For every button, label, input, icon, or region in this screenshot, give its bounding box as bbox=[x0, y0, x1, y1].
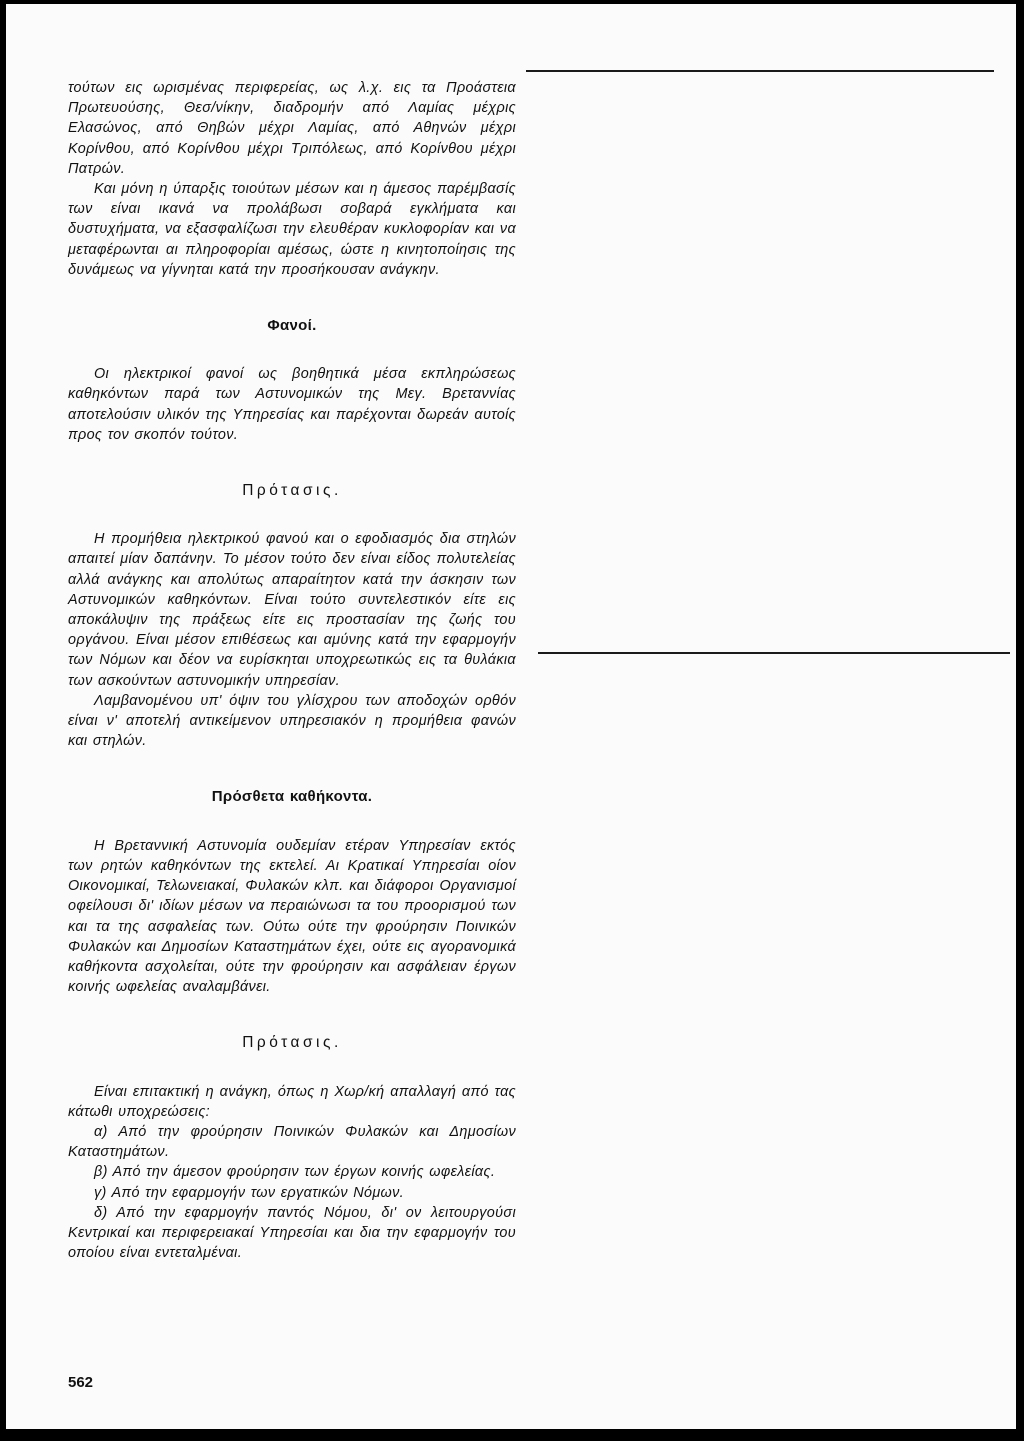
heading-protasis: Πρότασις. bbox=[242, 482, 342, 500]
paragraph: Είναι επιτακτική η ανάγκη, όπως η Χωρ/κή απαλλαγή από τας κάτωθι υποχρεώσεις: bbox=[68, 1083, 516, 1120]
heading-protasis: Πρότασις. bbox=[242, 1034, 342, 1052]
page-number: 562 bbox=[68, 1374, 94, 1391]
top-rule bbox=[526, 70, 994, 72]
paragraph: Και μόνη η ύπαρξις τοιούτων μέσων και η άμεσος παρέμβασίς των είναι ικανά να προλάβωσι σοβαρά εγκλήματα και δυστυχήματα, να εξασφαλίζωσι την ελευθέραν κυκλοφορίαν και να μεταφέρωνται αι πληροφορίαι αμέσως, ώστε η κινητοποίησις της δυνάμεως να γίγνηται κατά την προσήκουσαν ανάγκην. bbox=[68, 181, 516, 278]
bottom-rule bbox=[538, 652, 1010, 654]
list-item: α) Από την φρούρησιν Ποινικών Φυλακών και Δημοσίων Καταστημάτων. bbox=[68, 1123, 516, 1161]
heading-additional-duties: Πρόσθετα καθήκοντα. bbox=[211, 788, 373, 806]
paragraph: Η προμήθεια ηλεκτρικού φανού και ο εφοδιασμός δια στηλών απαιτεί μίαν δαπάνην. Το μέσον τούτο δεν είναι είδος πολυτελείας αλλά ανάγκης και απολύτως απαραίτητον κατά την άσκησιν των Αστυνομικών καθηκόντων. Είναι τούτο συντελεστικόν είτε εις αποκάλυψιν της πράξεως είτε εις προστασίαν της ζωής του οργάνου. Είναι μέσον επιθέσεως και αμύνης κατά την εφαρμογήν των Νόμων και δέον να ευρίσκηται υποχρεωτικώς εις τα θυλάκια των ασκούντων αστυνομικήν υπηρεσίαν. bbox=[68, 531, 516, 689]
heading-fanoi: Φανοί. bbox=[267, 317, 317, 335]
paragraph: Λαμβανομένου υπ' όψιν του γλίσχρου των αποδοχών ορθόν είναι ν' αποτελή αντικείμενον υπηρεσιακόν η προμήθεια φανών και στηλών. bbox=[68, 692, 516, 750]
list-item: γ) Από την εφαρμογήν των εργατικών Νόμων. bbox=[94, 1184, 405, 1201]
document-page bbox=[6, 4, 1016, 1429]
list-item: β) Από την άμεσον φρούρησιν των έργων κοινής ωφελείας. bbox=[94, 1164, 496, 1181]
paragraph: Οι ηλεκτρικοί φανοί ως βοηθητικά μέσα εκπληρώσεως καθηκόντων παρά των Αστυνομικών της Μεγ. Βρεταννίας αποτελούσιν υλικόν της Υπηρεσίας και παρέχονται δωρεάν αυτοίς προς τον σκοπόν τούτον. bbox=[68, 366, 516, 443]
paragraph: τούτων εις ωρισμένας περιφερείας, ως λ.χ. εις τα Προάστεια Πρωτευούσης, Θεσ/νίκην, διαδρομήν από Λαμίας μέχρις Ελασώνος, από Θηβών μέχρι Λαμίας, από Αθηνών μέχρι Κορίνθου, από Κορίνθου μέχρι Τριπόλεως, από Κορίνθου μέχρι Πατρών. bbox=[68, 80, 516, 177]
text-column bbox=[68, 78, 516, 1263]
list-item: δ) Από την εφαρμογήν παντός Νόμου, δι' ον λειτουργούσι Κεντρικαί και περιφερειακαί Υπηρεσίαι και δια την εφαρμογήν του οποίου είναι εντεταλμέναι. bbox=[68, 1204, 516, 1262]
paragraph: Η Βρεταννική Αστυνομία ουδεμίαν ετέραν Υπηρεσίαν εκτός των ρητών καθηκόντων της εκτελεί. Αι Κρατικαί Υπηρεσίαι οίον Οικονομικαί, Τελωνειακαί, Φυλακών κλπ. και διάφοροι Οργανισμοί οφείλουσι δι' ιδίων μέσων να περαιώνωσι τα του προορισμού των και τα της ασφαλείας των. Ούτω ούτε την φρούρησιν Ποινικών Φυλακών και Δημοσίων Καταστημάτων έχει, ούτε εις αγορανομικά καθήκοντα ασχολείται, ούτε την φρούρησιν και ασφάλειαν έργων κοινής ωφελείας αναλαμβάνει. bbox=[68, 837, 516, 996]
